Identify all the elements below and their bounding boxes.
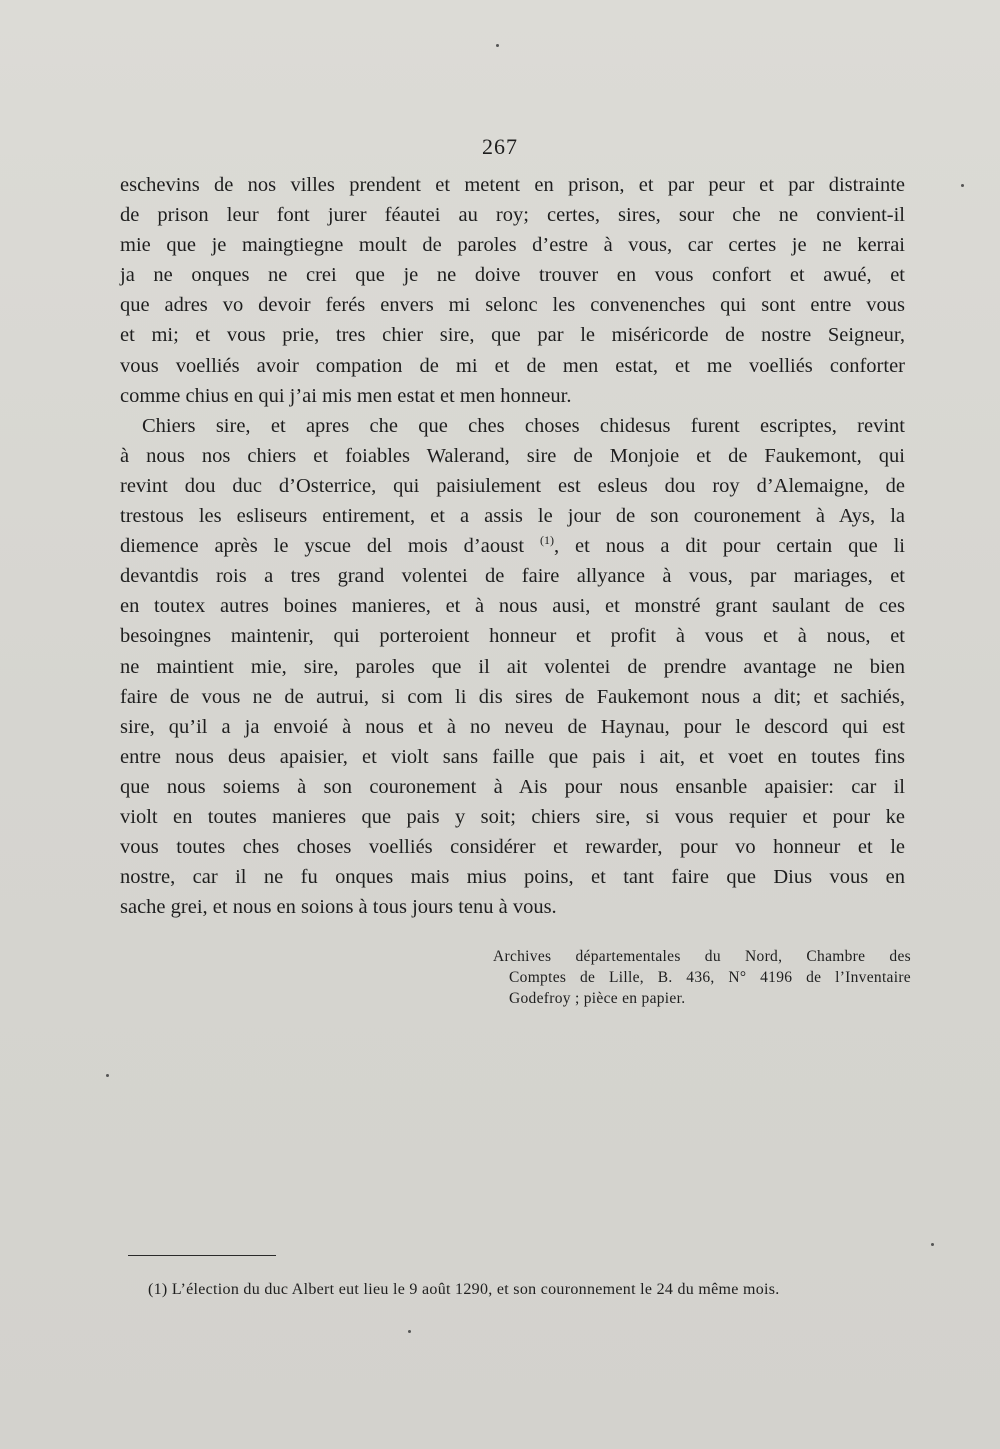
text-line: eschevins de nos villes prendent et metent en prison, et par peur et par distrainte bbox=[120, 174, 905, 196]
text-line: besoingnes maintenir, qui porteroient honneur et profit à vous et à nous, et bbox=[120, 625, 905, 648]
text-line: vous toutes ches choses voelliés considérer et rewarder, pour vo honneur et le bbox=[120, 836, 905, 859]
paper-speck bbox=[496, 44, 499, 47]
text-line: mie que je maingtiegne moult de paroles d’estre à vous, car certes je ne kerrai bbox=[120, 234, 905, 257]
text-line: de prison leur font jurer féautei au roy; certes, sires, sour che ne convient-il bbox=[120, 204, 905, 227]
source-citation bbox=[493, 946, 911, 1009]
text-line: violt en toutes manieres que pais y soit; chiers sire, si vous requier et pour ke bbox=[120, 805, 905, 828]
text-line: revint dou duc d’Osterrice, qui paisiulement est esleus dou roy d’Alemaigne, de bbox=[120, 474, 905, 497]
text-segment: diemence après le yscue del mois d’aoust bbox=[120, 535, 525, 558]
text-line: nostre, car il ne fu onques mais mius poins, et tant faire que Dius vous en bbox=[120, 866, 905, 889]
text-line: que adres vo devoir ferés envers mi selonc les convenenches qui sont entre vous bbox=[120, 294, 905, 317]
text-line: vous voelliés avoir compation de mi et de men estat, et me voelliés conforter bbox=[120, 354, 905, 377]
text-line: en toutex autres boines manieres, et à nous ausi, et monstré grant saulant de ces bbox=[120, 595, 905, 618]
paper-speck bbox=[931, 1243, 934, 1246]
text-line: sire, qu’il a ja envoié à nous et à no neveu de Haynau, pour le descord qui est bbox=[120, 715, 905, 738]
paper-speck bbox=[961, 184, 964, 187]
text-line: Chiers sire, et apres che que ches choses chidesus furent escriptes, revint bbox=[142, 414, 905, 437]
citation-line: Godefroy ; pièce en papier. bbox=[509, 990, 686, 1007]
text-line: devantdis rois a tres grand volentei de faire allyance à vous, par mariages, et bbox=[120, 565, 905, 588]
paper-speck bbox=[106, 1074, 109, 1077]
footnote-reference: (1) bbox=[539, 533, 554, 548]
text-line-with-footnote bbox=[120, 531, 905, 561]
text-line: ne maintient mie, sire, paroles que il ait volentei de prendre avantage ne bien bbox=[120, 655, 905, 678]
paper-speck bbox=[408, 1330, 411, 1333]
text-line: que nous soiems à son couronement à Ais pour nous ensanble apaisier: car il bbox=[120, 775, 905, 798]
citation-line: Comptes de Lille, B. 436, N° 4196 de l’Inventaire bbox=[509, 969, 911, 986]
text-line: ja ne onques ne crei que je ne doive trouver en vous confort et awué, et bbox=[120, 264, 905, 287]
page-number: 267 bbox=[482, 134, 518, 159]
footnote: (1) L’élection du duc Albert eut lieu le 9 août 1290, et son couronnement le 24 du même mois. bbox=[148, 1281, 780, 1298]
text-line: à nous nos chiers et foiables Walerand, sire de Monjoie et de Faukemont, qui bbox=[120, 444, 905, 467]
text-line: entre nous deus apaisier, et violt sans faille que pais i ait, et voet en toutes fins bbox=[120, 745, 905, 768]
citation-line: Archives départementales du Nord, Chambre des bbox=[493, 948, 911, 965]
text-line: sache grei, et nous en soions à tous jours tenu à vous. bbox=[120, 896, 557, 919]
text-line: faire de vous ne de autrui, si com li dis sires de Faukemont nous a dit; et sachiés, bbox=[120, 685, 905, 708]
text-line: comme chius en qui j’ai mis men estat et men honneur. bbox=[120, 384, 572, 407]
text-segment: , et nous a dit pour certain que li bbox=[553, 535, 906, 558]
body-text bbox=[120, 170, 905, 922]
footnote-divider bbox=[128, 1255, 276, 1256]
text-line: trestous les esliseurs entirement, et a assis le jour de son couronement à Ays, la bbox=[120, 505, 905, 528]
text-line: et mi; et vous prie, tres chier sire, que par le miséricorde de nostre Seigneur, bbox=[120, 324, 905, 347]
